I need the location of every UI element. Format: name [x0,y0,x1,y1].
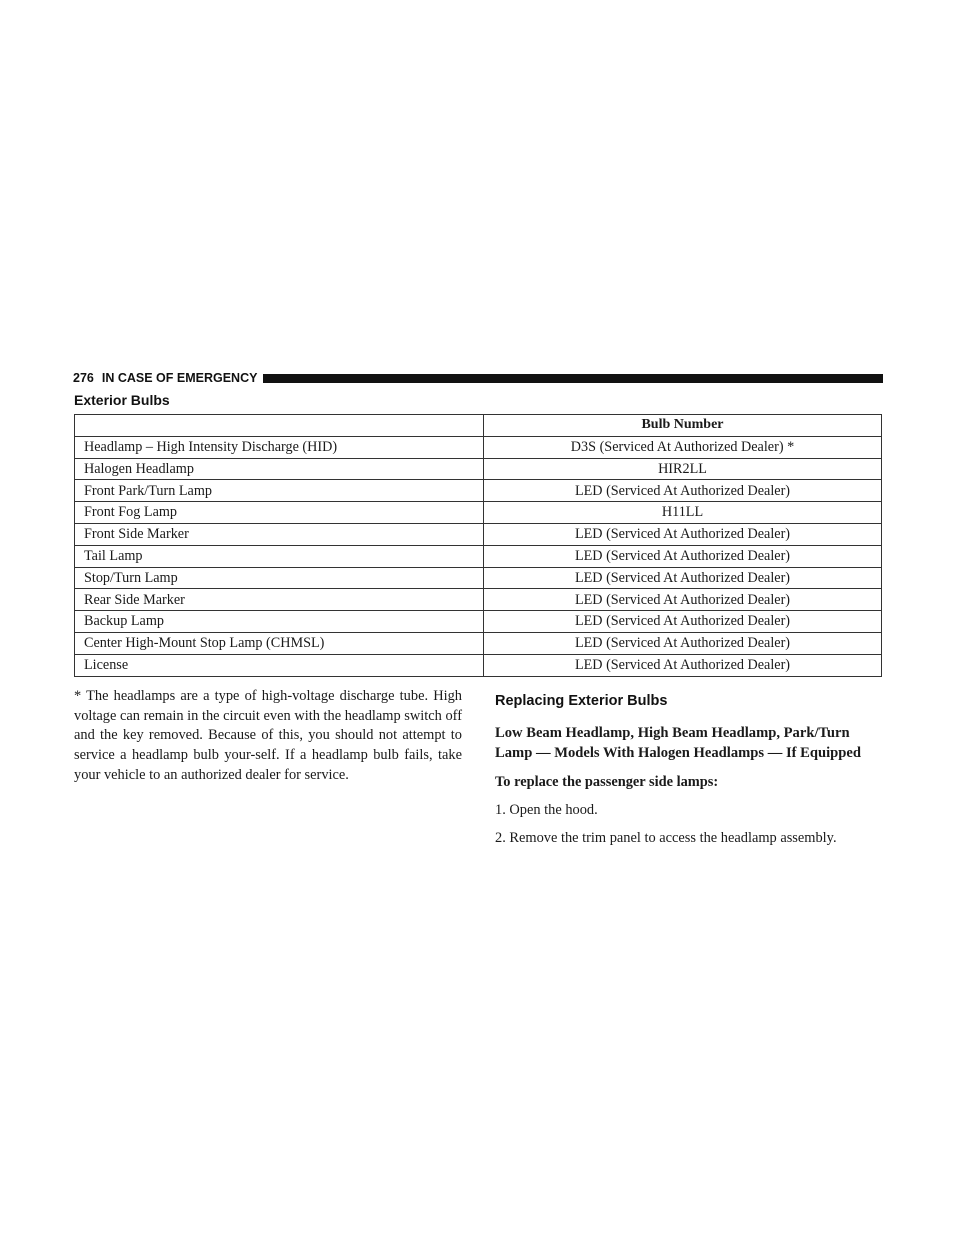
step-1: 1. Open the hood. [495,802,598,818]
lamp-name-cell: Center High-Mount Stop Lamp (CHMSL) [75,632,484,654]
header-rule [263,374,883,383]
table-row [75,458,882,480]
header-cell-bulb-number: Bulb Number [484,415,882,437]
bulb-number-cell: LED (Serviced At Authorized Dealer) [484,654,882,676]
page-number: 276 [73,371,94,385]
lamp-name-cell: License [75,654,484,676]
lamp-name-cell: Halogen Headlamp [75,458,484,480]
bulb-number-cell: LED (Serviced At Authorized Dealer) [484,480,882,502]
lamp-name-cell: Front Fog Lamp [75,502,484,524]
exterior-bulbs-table [74,414,882,677]
table-title: Exterior Bulbs [74,392,170,408]
bulb-number-cell: LED (Serviced At Authorized Dealer) [484,545,882,567]
table-row [75,654,882,676]
table-row [75,436,882,458]
table-row [75,480,882,502]
lamp-name-cell: Headlamp – High Intensity Discharge (HID) [75,436,484,458]
bulb-number-cell: LED (Serviced At Authorized Dealer) [484,523,882,545]
bulb-number-cell: HIR2LL [484,458,882,480]
table-row [75,545,882,567]
lamp-name-cell: Backup Lamp [75,611,484,633]
lamp-name-cell: Rear Side Marker [75,589,484,611]
table-row [75,567,882,589]
page-header [73,369,883,387]
bulb-number-cell: LED (Serviced At Authorized Dealer) [484,589,882,611]
table-body [75,436,882,676]
replacing-title: Replacing Exterior Bulbs [495,693,668,709]
section-title: IN CASE OF EMERGENCY [101,371,258,385]
bulb-number-cell: LED (Serviced At Authorized Dealer) [484,632,882,654]
table-row [75,589,882,611]
table-header-row [75,415,882,437]
lamp-name-cell: Front Park/Turn Lamp [75,480,484,502]
bulb-number-cell: D3S (Serviced At Authorized Dealer) * [484,436,882,458]
lamp-name-cell: Tail Lamp [75,545,484,567]
lamp-name-cell: Front Side Marker [75,523,484,545]
table-row [75,611,882,633]
table-row [75,632,882,654]
passenger-side-lead: To replace the passenger side lamps: [495,774,719,790]
bulb-number-cell: LED (Serviced At Authorized Dealer) [484,567,882,589]
table-row [75,502,882,524]
replacing-section [495,693,887,857]
replacing-subtitle: Low Beam Headlamp, High Beam Headlamp, Park/Turn Lamp — Models With Halogen Headlamps — If Equipped [495,725,861,761]
hid-footnote: * The headlamps are a type of high-voltage discharge tube. High voltage can remain in the circuit even with the headlamp switch off and the key removed. Because of this, you should not attempt to service a headlamp bulb your-self. If a headlamp bulb fails, take your vehicle to an authorized dealer for service. [74,688,462,783]
bulb-number-cell: H11LL [484,502,882,524]
bulb-number-cell: LED (Serviced At Authorized Dealer) [484,611,882,633]
table-row [75,523,882,545]
step-2: 2. Remove the trim panel to access the headlamp assembly. [495,830,837,846]
lamp-name-cell: Stop/Turn Lamp [75,567,484,589]
header-cell-blank [75,415,484,437]
